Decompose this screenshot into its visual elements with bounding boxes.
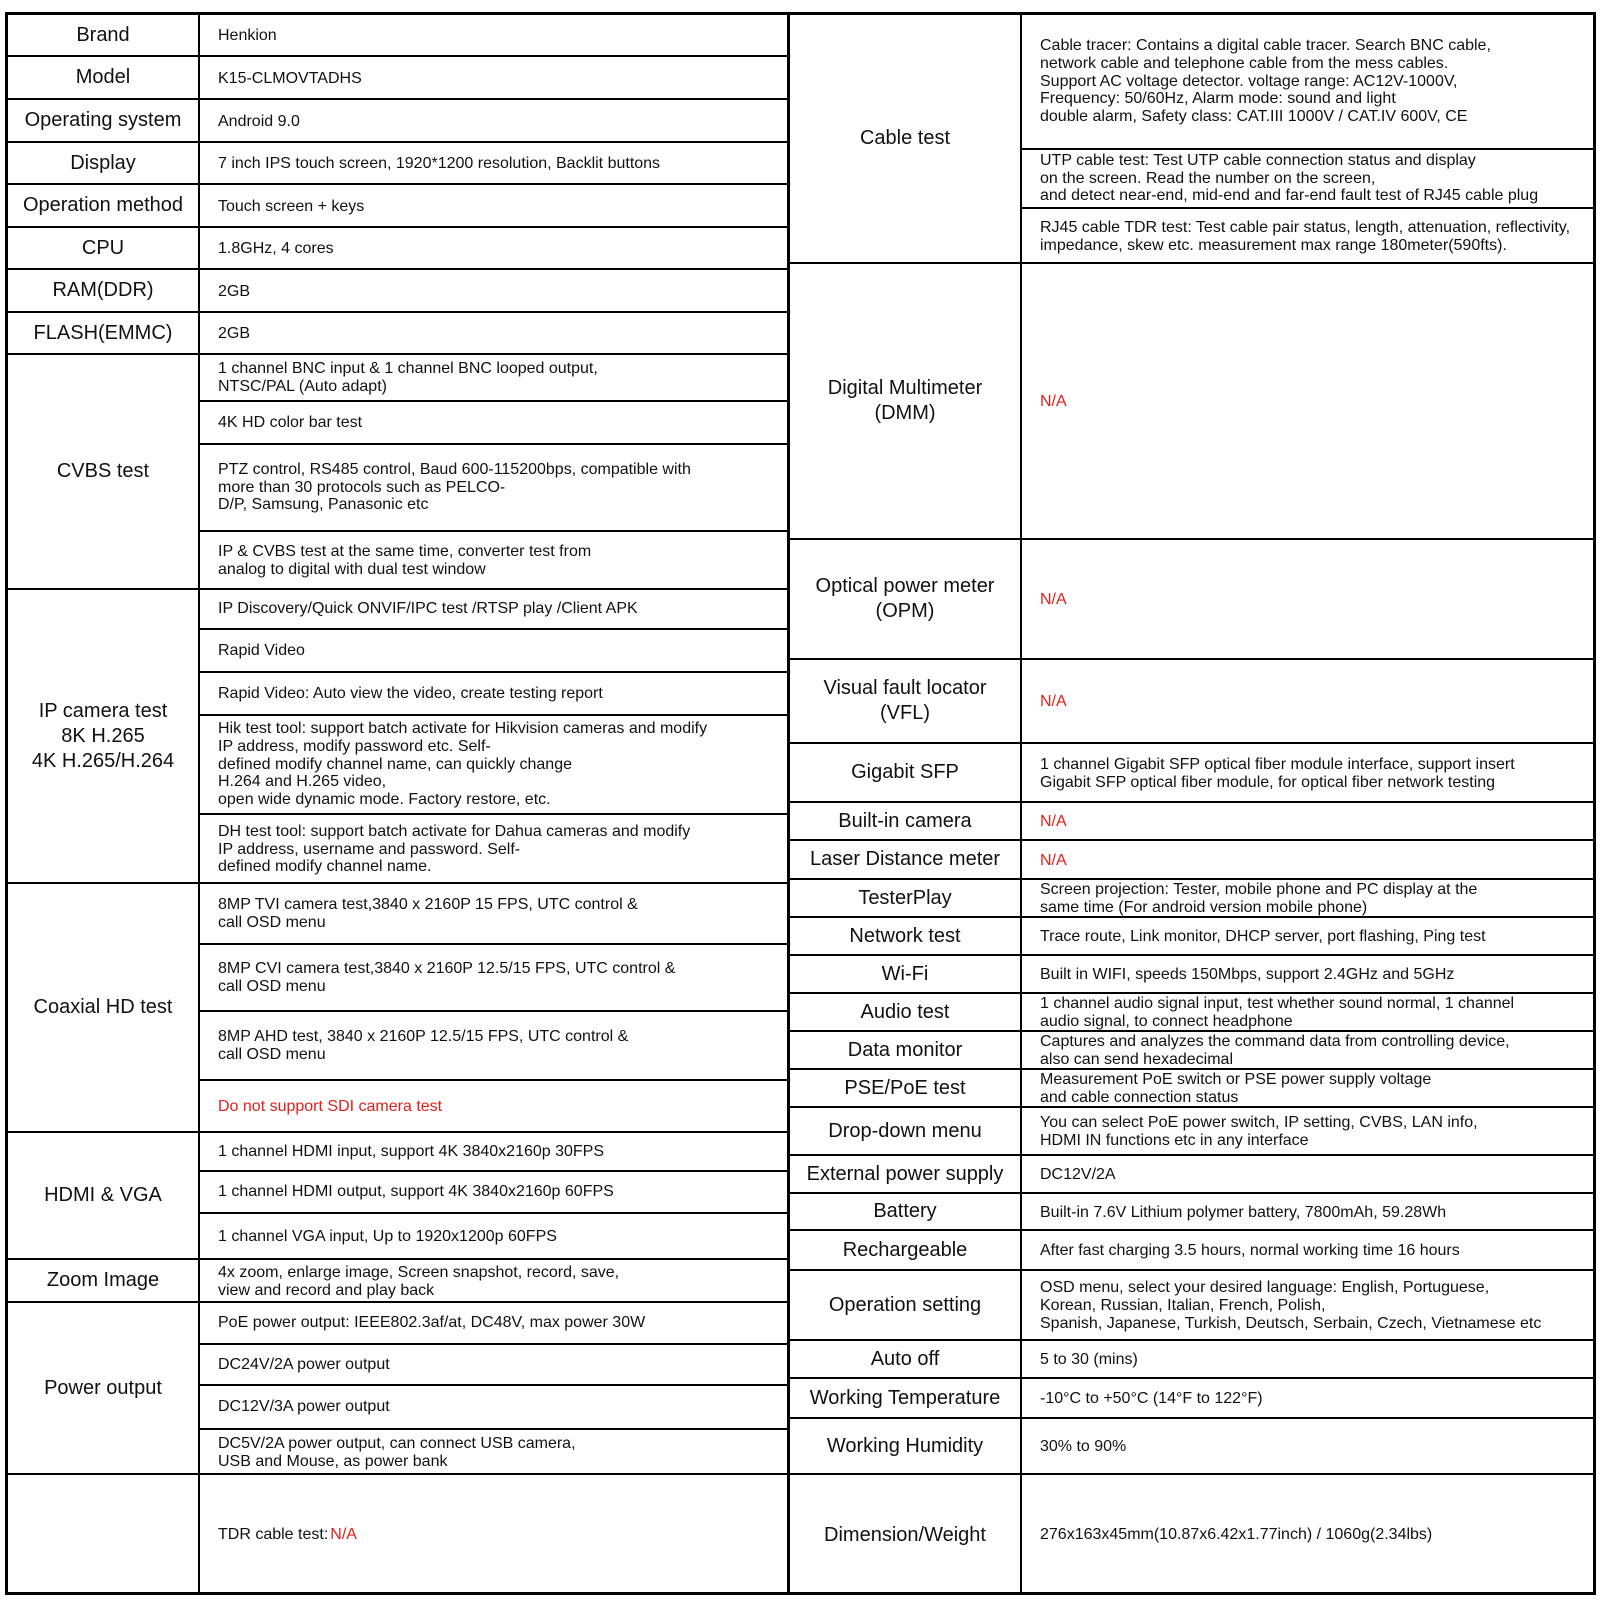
spec-values bbox=[200, 1303, 787, 1473]
spec-values bbox=[200, 100, 787, 141]
spec-values bbox=[200, 590, 787, 882]
spec-values bbox=[1022, 1419, 1593, 1473]
spec-row bbox=[790, 994, 1593, 1032]
spec-values bbox=[1022, 1032, 1593, 1068]
spec-value-text: 1.8GHz, 4 cores bbox=[218, 240, 334, 258]
spec-value bbox=[1022, 540, 1593, 660]
spec-label: Operation method bbox=[8, 185, 200, 226]
spec-value-text: 1 channel HDMI input, support 4K 3840x2160p 30FPS bbox=[218, 1142, 605, 1160]
spec-label: Zoom Image bbox=[8, 1260, 200, 1301]
spec-row bbox=[790, 1271, 1593, 1341]
spec-value bbox=[1022, 264, 1593, 540]
spec-row bbox=[790, 1419, 1593, 1475]
spec-values bbox=[1022, 744, 1593, 801]
spec-value-text: -10°C to +50°C (14°F to 122°F) bbox=[1040, 1390, 1263, 1408]
spec-values bbox=[1022, 918, 1593, 954]
spec-row bbox=[790, 660, 1593, 744]
spec-row bbox=[8, 228, 787, 270]
spec-row bbox=[790, 264, 1593, 540]
spec-row bbox=[790, 1194, 1593, 1231]
spec-row bbox=[790, 1108, 1593, 1156]
spec-value-text: IP Discovery/Quick ONVIF/IPC test /RTSP play /Client APK bbox=[218, 600, 638, 618]
spec-value bbox=[200, 1345, 787, 1386]
right-spec-column bbox=[790, 15, 1593, 1592]
spec-row bbox=[8, 143, 787, 185]
spec-values bbox=[1022, 1475, 1593, 1595]
spec-values bbox=[1022, 803, 1593, 839]
spec-value bbox=[200, 100, 787, 143]
spec-label: Laser Distance meter bbox=[790, 841, 1022, 878]
spec-row bbox=[8, 185, 787, 228]
spec-value bbox=[1022, 1194, 1593, 1231]
spec-values bbox=[1022, 1231, 1593, 1269]
spec-row bbox=[790, 1475, 1593, 1595]
spec-values bbox=[200, 884, 787, 1131]
spec-value-text: 30% to 90% bbox=[1040, 1438, 1127, 1456]
spec-label: Power output bbox=[8, 1303, 200, 1473]
spec-value-text: Android 9.0 bbox=[218, 112, 300, 130]
spec-row bbox=[8, 1260, 787, 1303]
spec-label: Operating system bbox=[8, 100, 200, 141]
spec-values bbox=[200, 185, 787, 226]
spec-row bbox=[8, 15, 787, 57]
spec-values bbox=[1022, 880, 1593, 916]
spec-label: Operation setting bbox=[790, 1271, 1022, 1339]
spec-value-text: 1 channel VGA input, Up to 1920x1200p 60FPS bbox=[218, 1228, 557, 1246]
spec-value bbox=[200, 57, 787, 100]
spec-value-text: Touch screen + keys bbox=[218, 197, 365, 215]
spec-label: Brand bbox=[8, 15, 200, 55]
spec-values bbox=[1022, 1070, 1593, 1106]
spec-row bbox=[790, 956, 1593, 994]
spec-label: Rechargeable bbox=[790, 1231, 1022, 1269]
not-available-note: N/A bbox=[330, 1526, 357, 1544]
spec-row bbox=[790, 540, 1593, 660]
spec-value bbox=[1022, 956, 1593, 994]
spec-label: CPU bbox=[8, 228, 200, 268]
spec-value-text: 8MP CVI camera test,3840 x 2160P 12.5/15 FPS, UTC control & call OSD menu bbox=[218, 959, 676, 995]
spec-value-text: 7 inch IPS touch screen, 1920*1200 resolution, Backlit buttons bbox=[218, 155, 661, 173]
spec-value-text: Trace route, Link monitor, DHCP server, port flashing, Ping test bbox=[1040, 928, 1486, 946]
spec-value bbox=[1022, 803, 1593, 841]
spec-value-text: 8MP TVI camera test,3840 x 2160P 15 FPS, UTC control & call OSD menu bbox=[218, 895, 638, 931]
spec-label: Network test bbox=[790, 918, 1022, 954]
spec-values bbox=[1022, 956, 1593, 992]
spec-label: Digital Multimeter (DMM) bbox=[790, 264, 1022, 538]
spec-row bbox=[8, 57, 787, 100]
spec-value-text: 8MP AHD test, 3840 x 2160P 12.5/15 FPS, UTC control & call OSD menu bbox=[218, 1027, 629, 1063]
spec-label: Coaxial HD test bbox=[8, 884, 200, 1131]
spec-value-text: Captures and analyzes the command data from controlling device, also can send hexadecimal bbox=[1040, 1033, 1510, 1068]
spec-value bbox=[1022, 1108, 1593, 1156]
spec-value-text: PoE power output: IEEE802.3af/at, DC48V, max power 30W bbox=[218, 1314, 646, 1332]
spec-value-text: Measurement PoE switch or PSE power supply voltage and cable connection status bbox=[1040, 1071, 1432, 1106]
spec-value bbox=[200, 815, 787, 884]
spec-value-text: Built in WIFI, speeds 150Mbps, support 2.4GHz and 5GHz bbox=[1040, 966, 1455, 984]
spec-row bbox=[790, 1032, 1593, 1070]
spec-label: Wi-Fi bbox=[790, 956, 1022, 992]
spec-label: Working Humidity bbox=[790, 1419, 1022, 1473]
spec-values bbox=[200, 143, 787, 183]
spec-row bbox=[8, 100, 787, 143]
spec-value-text: 4x zoom, enlarge image, Screen snapshot, record, save, view and record and play back bbox=[218, 1263, 620, 1299]
spec-label: Visual fault locator (VFL) bbox=[790, 660, 1022, 742]
spec-value-text: DC24V/2A power output bbox=[218, 1355, 390, 1373]
spec-value-text: 4K HD color bar test bbox=[218, 413, 363, 431]
spec-value-text: N/A bbox=[1040, 851, 1067, 869]
spec-values bbox=[200, 313, 787, 353]
spec-values bbox=[200, 1475, 787, 1595]
spec-value bbox=[200, 270, 787, 313]
spec-value bbox=[200, 716, 787, 815]
spec-values bbox=[1022, 1194, 1593, 1229]
spec-value bbox=[1022, 1032, 1593, 1070]
spec-value-text: 5 to 30 (mins) bbox=[1040, 1351, 1138, 1369]
spec-values bbox=[1022, 1341, 1593, 1377]
spec-value bbox=[200, 402, 787, 445]
spec-label: TesterPlay bbox=[790, 880, 1022, 916]
spec-value bbox=[1022, 150, 1593, 209]
spec-values bbox=[1022, 264, 1593, 538]
spec-label: FLASH(EMMC) bbox=[8, 313, 200, 353]
spec-value-text: 1 channel HDMI output, support 4K 3840x2160p 60FPS bbox=[218, 1183, 614, 1201]
spec-row bbox=[8, 884, 787, 1133]
spec-label: HDMI & VGA bbox=[8, 1133, 200, 1258]
spec-value bbox=[200, 1172, 787, 1214]
spec-row bbox=[790, 803, 1593, 841]
spec-value bbox=[1022, 880, 1593, 918]
spec-row bbox=[790, 841, 1593, 880]
spec-value bbox=[1022, 1475, 1593, 1595]
spec-value-text: DC12V/2A bbox=[1040, 1166, 1116, 1184]
spec-value-text: Rapid Video bbox=[218, 641, 305, 659]
spec-value bbox=[200, 590, 787, 630]
spec-value bbox=[1022, 1070, 1593, 1108]
spec-row bbox=[790, 880, 1593, 918]
spec-row bbox=[8, 270, 787, 313]
left-spec-column bbox=[8, 15, 790, 1592]
spec-row bbox=[790, 1070, 1593, 1108]
spec-row bbox=[790, 1341, 1593, 1379]
spec-label: IP camera test 8K H.265 4K H.265/H.264 bbox=[8, 590, 200, 882]
spec-value-text: N/A bbox=[1040, 393, 1067, 411]
spec-value-text: TDR cable test: bbox=[218, 1526, 329, 1544]
spec-value bbox=[200, 1081, 787, 1133]
spec-value bbox=[200, 1214, 787, 1260]
spec-value bbox=[200, 630, 787, 673]
spec-label: Battery bbox=[790, 1194, 1022, 1229]
spec-value bbox=[200, 532, 787, 590]
spec-value bbox=[200, 1012, 787, 1081]
spec-row bbox=[8, 1475, 787, 1595]
spec-row bbox=[790, 1231, 1593, 1271]
spec-label: External power supply bbox=[790, 1156, 1022, 1192]
spec-value bbox=[1022, 1156, 1593, 1194]
spec-row bbox=[790, 918, 1593, 956]
spec-values bbox=[200, 15, 787, 55]
spec-label: Built-in camera bbox=[790, 803, 1022, 839]
spec-label: Display bbox=[8, 143, 200, 183]
spec-values bbox=[200, 355, 787, 588]
spec-label: Model bbox=[8, 57, 200, 98]
spec-row bbox=[790, 1379, 1593, 1419]
spec-value bbox=[200, 884, 787, 945]
spec-value bbox=[1022, 660, 1593, 744]
spec-value bbox=[200, 313, 787, 355]
spec-value-text: IP & CVBS test at the same time, converter test from analog to digital with dual test window bbox=[218, 543, 592, 578]
spec-value-text: 1 channel Gigabit SFP optical fiber module interface, support insert Gigabit SFP optical fiber module, for optical fiber network testing bbox=[1040, 755, 1515, 791]
spec-row bbox=[8, 590, 787, 884]
spec-label: Audio test bbox=[790, 994, 1022, 1030]
spec-label: CVBS test bbox=[8, 355, 200, 588]
spec-value bbox=[1022, 1341, 1593, 1379]
spec-label: Data monitor bbox=[790, 1032, 1022, 1068]
spec-value bbox=[1022, 209, 1593, 264]
spec-value-text: DC12V/3A power output bbox=[218, 1398, 390, 1416]
spec-values bbox=[200, 228, 787, 268]
spec-row bbox=[8, 355, 787, 590]
spec-value-text: PTZ control, RS485 control, Baud 600-115200bps, compatible with more than 30 protocols such as PELCO- D/P, Samsung, Panasonic etc bbox=[218, 460, 691, 514]
spec-label: Gigabit SFP bbox=[790, 744, 1022, 801]
spec-value-text: OSD menu, select your desired language: English, Portuguese, Korean, Russian, Italian, French, Polish, Spanish, Japanese, Turkish, Deutsch, Serbain, Czech, Vietnamese etc bbox=[1040, 1279, 1542, 1332]
spec-values bbox=[1022, 1379, 1593, 1417]
spec-value-text: 1 channel audio signal input, test whether sound normal, 1 channel audio signal, to connect headphone bbox=[1040, 995, 1515, 1030]
spec-values bbox=[1022, 1156, 1593, 1192]
spec-row bbox=[8, 313, 787, 355]
spec-value-text: After fast charging 3.5 hours, normal working time 16 hours bbox=[1040, 1242, 1460, 1260]
spec-values bbox=[200, 1133, 787, 1258]
spec-value bbox=[200, 228, 787, 270]
spec-value bbox=[200, 1475, 787, 1595]
spec-value-text: 2GB bbox=[218, 325, 251, 343]
spec-values bbox=[1022, 660, 1593, 742]
spec-value bbox=[1022, 1419, 1593, 1475]
spec-value bbox=[200, 445, 787, 532]
spec-value bbox=[1022, 1231, 1593, 1271]
spec-row bbox=[790, 1156, 1593, 1194]
spec-value-text: 2GB bbox=[218, 282, 251, 300]
spec-label: Cable test bbox=[790, 15, 1022, 262]
spec-label: Auto off bbox=[790, 1341, 1022, 1377]
spec-value bbox=[200, 945, 787, 1012]
spec-value bbox=[1022, 744, 1593, 803]
spec-row bbox=[8, 1133, 787, 1260]
spec-label: RAM(DDR) bbox=[8, 270, 200, 311]
spec-value bbox=[1022, 15, 1593, 150]
spec-values bbox=[1022, 1108, 1593, 1154]
spec-value-text: UTP cable test: Test UTP cable connection status and display on the screen. Read the number on the screen, and detect near-end, mid-end and far-end fault test of RJ45 cable plug bbox=[1040, 151, 1539, 205]
spec-values bbox=[200, 1260, 787, 1301]
spec-values bbox=[200, 57, 787, 98]
spec-value-text: Screen projection: Tester, mobile phone and PC display at the same time (For android version mobile phone) bbox=[1040, 881, 1478, 916]
spec-row bbox=[790, 15, 1593, 264]
spec-value bbox=[200, 1430, 787, 1475]
spec-value-text: N/A bbox=[1040, 813, 1067, 831]
spec-row bbox=[8, 1303, 787, 1475]
spec-value-text: 276x163x45mm(10.87x6.42x1.77inch) / 1060g(2.34lbs) bbox=[1040, 1526, 1433, 1544]
spec-value-text: Cable tracer: Contains a digital cable tracer. Search BNC cable, network cable and telephone cable from the mess cables. Support AC voltage detector. voltage range: AC12V-1000V, Frequency: 50/60Hz, Alarm mode: sound and light double alarm, Safety class: CAT.III 1000V / CAT.IV 600V, CE bbox=[1040, 36, 1491, 126]
spec-values bbox=[1022, 540, 1593, 658]
spec-label: Drop-down menu bbox=[790, 1108, 1022, 1154]
spec-values bbox=[1022, 994, 1593, 1030]
spec-row bbox=[790, 744, 1593, 803]
spec-value bbox=[200, 673, 787, 716]
spec-value bbox=[200, 1303, 787, 1345]
spec-value-text: N/A bbox=[1040, 591, 1067, 609]
spec-values bbox=[1022, 1271, 1593, 1339]
spec-label: PSE/PoE test bbox=[790, 1070, 1022, 1106]
spec-value-text: N/A bbox=[1040, 693, 1067, 711]
spec-value bbox=[200, 143, 787, 185]
spec-value-text: Do not support SDI camera test bbox=[218, 1098, 443, 1116]
spec-value bbox=[1022, 994, 1593, 1032]
spec-value-text: Built-in 7.6V Lithium polymer battery, 7800mAh, 59.28Wh bbox=[1040, 1203, 1447, 1221]
spec-values bbox=[200, 270, 787, 311]
spec-value bbox=[1022, 1271, 1593, 1341]
spec-sheet bbox=[5, 12, 1596, 1595]
spec-value bbox=[1022, 841, 1593, 880]
spec-label: Optical power meter (OPM) bbox=[790, 540, 1022, 658]
spec-value-text: Rapid Video: Auto view the video, create testing report bbox=[218, 684, 603, 702]
spec-value-text: K15-CLMOVTADHS bbox=[218, 69, 362, 87]
spec-value-text: RJ45 cable TDR test: Test cable pair status, length, attenuation, reflectivity, impedance, skew etc. measurement max range 180meter(590fts). bbox=[1040, 218, 1571, 254]
spec-value bbox=[200, 185, 787, 228]
spec-value-text: 1 channel BNC input & 1 channel BNC looped output, NTSC/PAL (Auto adapt) bbox=[218, 359, 598, 395]
spec-value-text: DC5V/2A power output, can connect USB camera, USB and Mouse, as power bank bbox=[218, 1434, 576, 1470]
spec-value bbox=[200, 15, 787, 57]
spec-value bbox=[200, 1133, 787, 1172]
spec-values bbox=[1022, 15, 1593, 262]
spec-label: Dimension/Weight bbox=[790, 1475, 1022, 1595]
spec-label bbox=[8, 1475, 200, 1595]
spec-value-text: You can select PoE power switch, IP setting, CVBS, LAN info, HDMI IN functions etc in any interface bbox=[1040, 1114, 1478, 1149]
spec-value-text: Hik test tool: support batch activate for Hikvision cameras and modify IP address, modify password etc. Self- defined modify channel name, can quickly change H.264 and H.265 video, open wide dynamic mode. Factory restore, etc. bbox=[218, 719, 708, 809]
spec-value bbox=[1022, 1379, 1593, 1419]
spec-value bbox=[200, 1260, 787, 1303]
spec-label: Working Temperature bbox=[790, 1379, 1022, 1417]
spec-value-text: Henkion bbox=[218, 27, 277, 45]
spec-value bbox=[1022, 918, 1593, 956]
spec-value bbox=[200, 355, 787, 402]
spec-value-text: DH test tool: support batch activate for Dahua cameras and modify IP address, username and password. Self- defined modify channel name. bbox=[218, 822, 691, 876]
spec-value bbox=[200, 1386, 787, 1430]
spec-values bbox=[1022, 841, 1593, 878]
